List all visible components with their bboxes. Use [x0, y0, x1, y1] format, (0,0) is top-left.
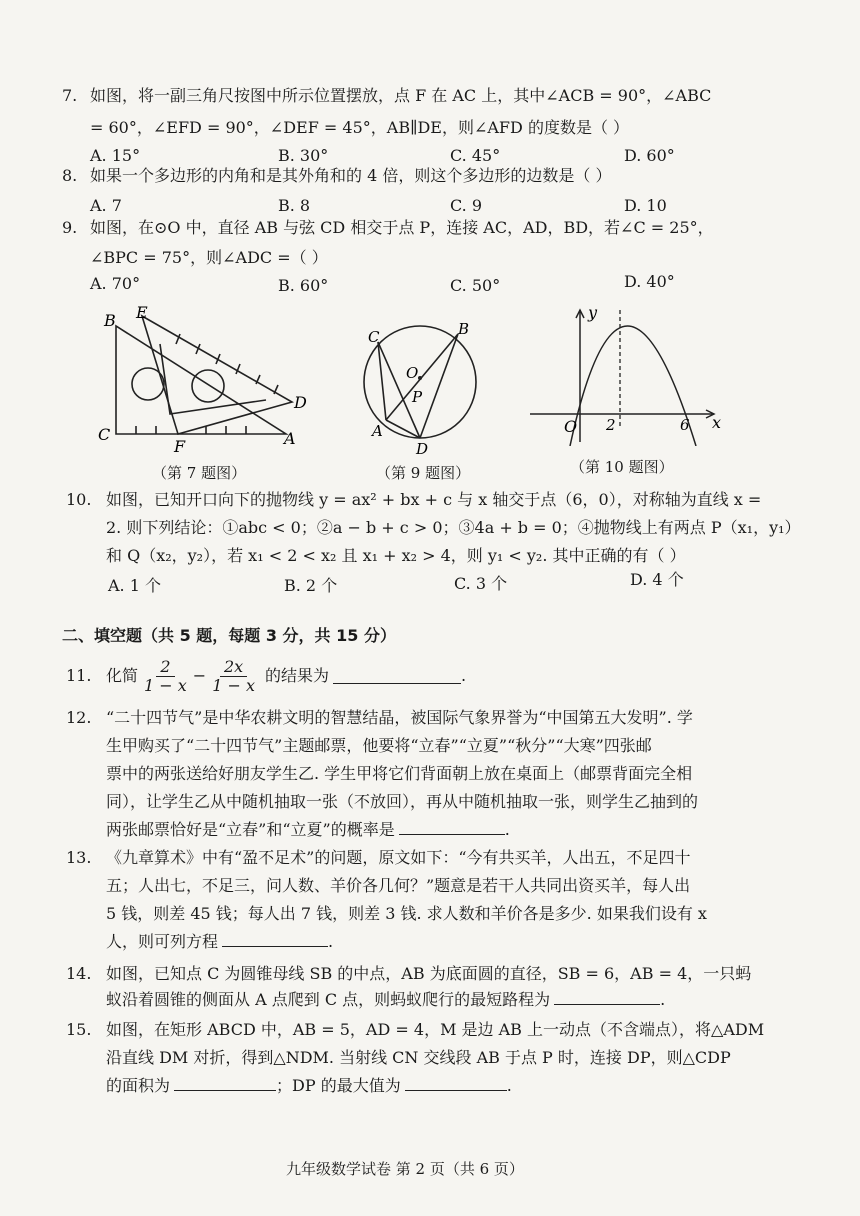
q8-text-1: 如果一个多边形的内角和是其外角和的 4 倍，则这个多边形的边数是（ ） [90, 166, 612, 185]
q11-frac1-den: 1 − x [144, 675, 187, 695]
q12-text-4: 同），让学生乙从中随机抽取一张（不放回），再从中随机抽取一张，则学生乙抽到的 [106, 792, 699, 811]
q14-line2 [106, 990, 665, 1010]
q8-option-d: D. 10 [624, 196, 667, 215]
q12-line5 [106, 820, 510, 840]
q9-option-c: C. 50° [450, 276, 501, 295]
q10-option-c: C. 3 个 [454, 574, 508, 593]
q10-option-d: D. 4 个 [630, 570, 684, 589]
q15-line3 [106, 1076, 512, 1096]
q13-line1 [66, 848, 691, 868]
q7-text-1: 如图，将一副三角尺按图中所示位置摆放，点 F 在 AC 上，其中∠ACB = 90°，∠ABC [90, 86, 712, 105]
fig10-label-6: 6 [680, 416, 690, 434]
fig10-caption: （第 10 题图） [570, 458, 674, 476]
q13-text-3: 5 钱，则差 45 钱；每人出 7 钱，则差 3 钱. 求人数和羊价各是多少. 如果我们设有 x [106, 904, 707, 923]
q14-text-1: 如图，已知点 C 为圆锥母线 SB 的中点，AB 为底面圆的直径，SB = 6，AB = 4，一只蚂 [106, 964, 752, 983]
fig9-label-p: P [412, 388, 423, 406]
q8-option-a: A. 7 [90, 196, 122, 215]
figure-10 [530, 306, 730, 446]
q15-text-3b: ；DP 的最大值为 [276, 1076, 401, 1095]
q14-answer-blank[interactable] [554, 990, 660, 1005]
q8-option-c: C. 9 [450, 196, 483, 215]
q9-number: 9. [62, 218, 78, 237]
q11-answer-blank[interactable] [333, 669, 461, 684]
fig7-label-f: F [174, 437, 186, 454]
q10-line1 [66, 490, 761, 510]
q11-frac2-num: 2x [220, 658, 247, 677]
q8-number: 8. [62, 166, 78, 185]
q11-minus: − [192, 666, 207, 686]
q12-end: . [504, 820, 510, 839]
fig9-label-c: C [368, 328, 380, 346]
q7-number: 7. [62, 86, 78, 105]
q13-text-1: 《九章算术》中有“盈不足术”的问题，原文如下：“今有共买羊，人出五，不足四十 [106, 848, 691, 867]
q13-end: . [328, 932, 334, 951]
q12-line1 [66, 708, 693, 728]
fig10-label-y: y [588, 306, 598, 322]
q10-option-b: B. 2 个 [284, 576, 338, 595]
q7-line1 [62, 86, 711, 106]
fig7-label-a: A [284, 429, 296, 448]
q15-text-3a: 的面积为 [106, 1076, 171, 1095]
q10-number: 10. [66, 490, 92, 509]
q9-option-d: D. 40° [624, 272, 675, 291]
q13-number: 13. [66, 848, 92, 867]
q14-number: 14. [66, 964, 92, 983]
fig7-label-c: C [98, 425, 111, 444]
q10-text-1: 如图，已知开口向下的抛物线 y = ax² + bx + c 与 x 轴交于点（6，0），对称轴为直线 x = [106, 490, 762, 509]
page-footer: 九年级数学试卷 第 2 页（共 6 页） [286, 1160, 524, 1178]
figure-9 [358, 316, 488, 460]
fig9-label-a: A [372, 422, 383, 440]
q10-text-2: 2. 则下列结论：①abc < 0；②a − b + c > 0；③4a + b = 0；④抛物线上有两点 P（x₁，y₁） [106, 518, 801, 537]
q9-option-a: A. 70° [90, 274, 141, 293]
q12-text-5: 两张邮票恰好是“立春”和“立夏”的概率是 [106, 820, 395, 839]
fig9-label-b: B [458, 320, 470, 338]
figure-7 [96, 304, 326, 454]
q12-text-1: “二十四节气”是中华农耕文明的智慧结晶，被国际气象界誉为“中国第五大发明”. 学 [106, 708, 693, 727]
q15-text-2: 沿直线 DM 对折，得到△NDM. 当射线 CN 交线段 AB 于点 P 时，连接 DP，则△CDP [106, 1048, 731, 1067]
q9-text-1: 如图，在⊙O 中，直径 AB 与弦 CD 相交于点 P，连接 AC，AD，BD，若∠C = 25°， [90, 218, 714, 237]
q15-text-1: 如图，在矩形 ABCD 中，AB = 5，AD = 4，M 是边 AB 上一动点（不含端点），将△ADM [106, 1020, 765, 1039]
q8-line1 [62, 166, 611, 186]
q14-end: . [660, 990, 666, 1009]
fig7-label-b: B [104, 311, 116, 330]
q15-end: . [506, 1076, 512, 1095]
q15-number: 15. [66, 1020, 92, 1039]
q12-number: 12. [66, 708, 92, 727]
fig9-label-d: D [416, 440, 429, 458]
fig10-label-2: 2 [606, 416, 616, 434]
q15-dp-blank[interactable] [405, 1076, 507, 1091]
fig10-label-o: O [564, 417, 578, 436]
q7-option-b: B. 30° [278, 146, 329, 165]
q11-number: 11. [66, 666, 92, 686]
q14-line1 [66, 964, 751, 984]
q12-text-2: 生甲购买了“二十四节气”主题邮票，他要将“立春”“立夏”“秋分”“大寒”四张邮 [106, 736, 652, 755]
q11-prefix: 化简 [106, 666, 139, 686]
q10-option-a: A. 1 个 [108, 576, 161, 595]
q11-end: . [461, 666, 467, 686]
q7-text-2: = 60°，∠EFD = 90°，∠DEF = 45°，AB∥DE，则∠AFD 的度数是（ ） [90, 118, 630, 137]
q9-text-2: ∠BPC = 75°，则∠ADC =（ ） [90, 248, 328, 267]
section-2-title: 二、填空题（共 5 题，每题 3 分，共 15 分） [62, 626, 396, 645]
fig10-label-x: x [712, 413, 722, 432]
q14-text-2: 蚁沿着圆锥的侧面从 A 点爬到 C 点，则蚂蚁爬行的最短路程为 [106, 990, 551, 1009]
q7-option-d: D. 60° [624, 146, 675, 165]
q13-line4 [106, 932, 333, 952]
q11-fraction-2 [208, 658, 259, 694]
fig9-label-o: O [406, 364, 419, 382]
q11-fraction-1 [140, 658, 191, 694]
q10-text-3: 和 Q（x₂，y₂），若 x₁ < 2 < x₂ 且 x₁ + x₂ > 4，则 y₁ < y₂. 其中正确的有（ ） [106, 546, 686, 565]
fig7-label-d: D [294, 393, 307, 412]
q15-line1 [66, 1020, 764, 1040]
q7-option-a: A. 15° [90, 146, 141, 165]
q11-frac2-den: 1 − x [212, 675, 255, 695]
q12-text-3: 票中的两张送给好朋友学生乙. 学生甲将它们背面朝上放在桌面上（邮票背面完全相 [106, 764, 693, 783]
q15-area-blank[interactable] [174, 1076, 276, 1091]
fig9-caption: （第 9 题图） [376, 464, 471, 482]
q11-line [66, 658, 466, 694]
q11-suffix: 的结果为 [264, 666, 329, 686]
q13-answer-blank[interactable] [222, 932, 328, 947]
q9-line1 [62, 218, 714, 238]
fig7-label-e: E [136, 304, 148, 322]
q11-frac1-num: 2 [156, 658, 174, 677]
q13-text-2: 五；人出七，不足三，问人数、羊价各几何？”题意是若干人共同出资买羊，每人出 [106, 876, 691, 895]
q13-text-4: 人，则可列方程 [106, 932, 219, 951]
q7-option-c: C. 45° [450, 146, 501, 165]
q8-option-b: B. 8 [278, 196, 311, 215]
q12-answer-blank[interactable] [399, 820, 505, 835]
fig7-caption: （第 7 题图） [152, 464, 247, 482]
q9-option-b: B. 60° [278, 276, 329, 295]
